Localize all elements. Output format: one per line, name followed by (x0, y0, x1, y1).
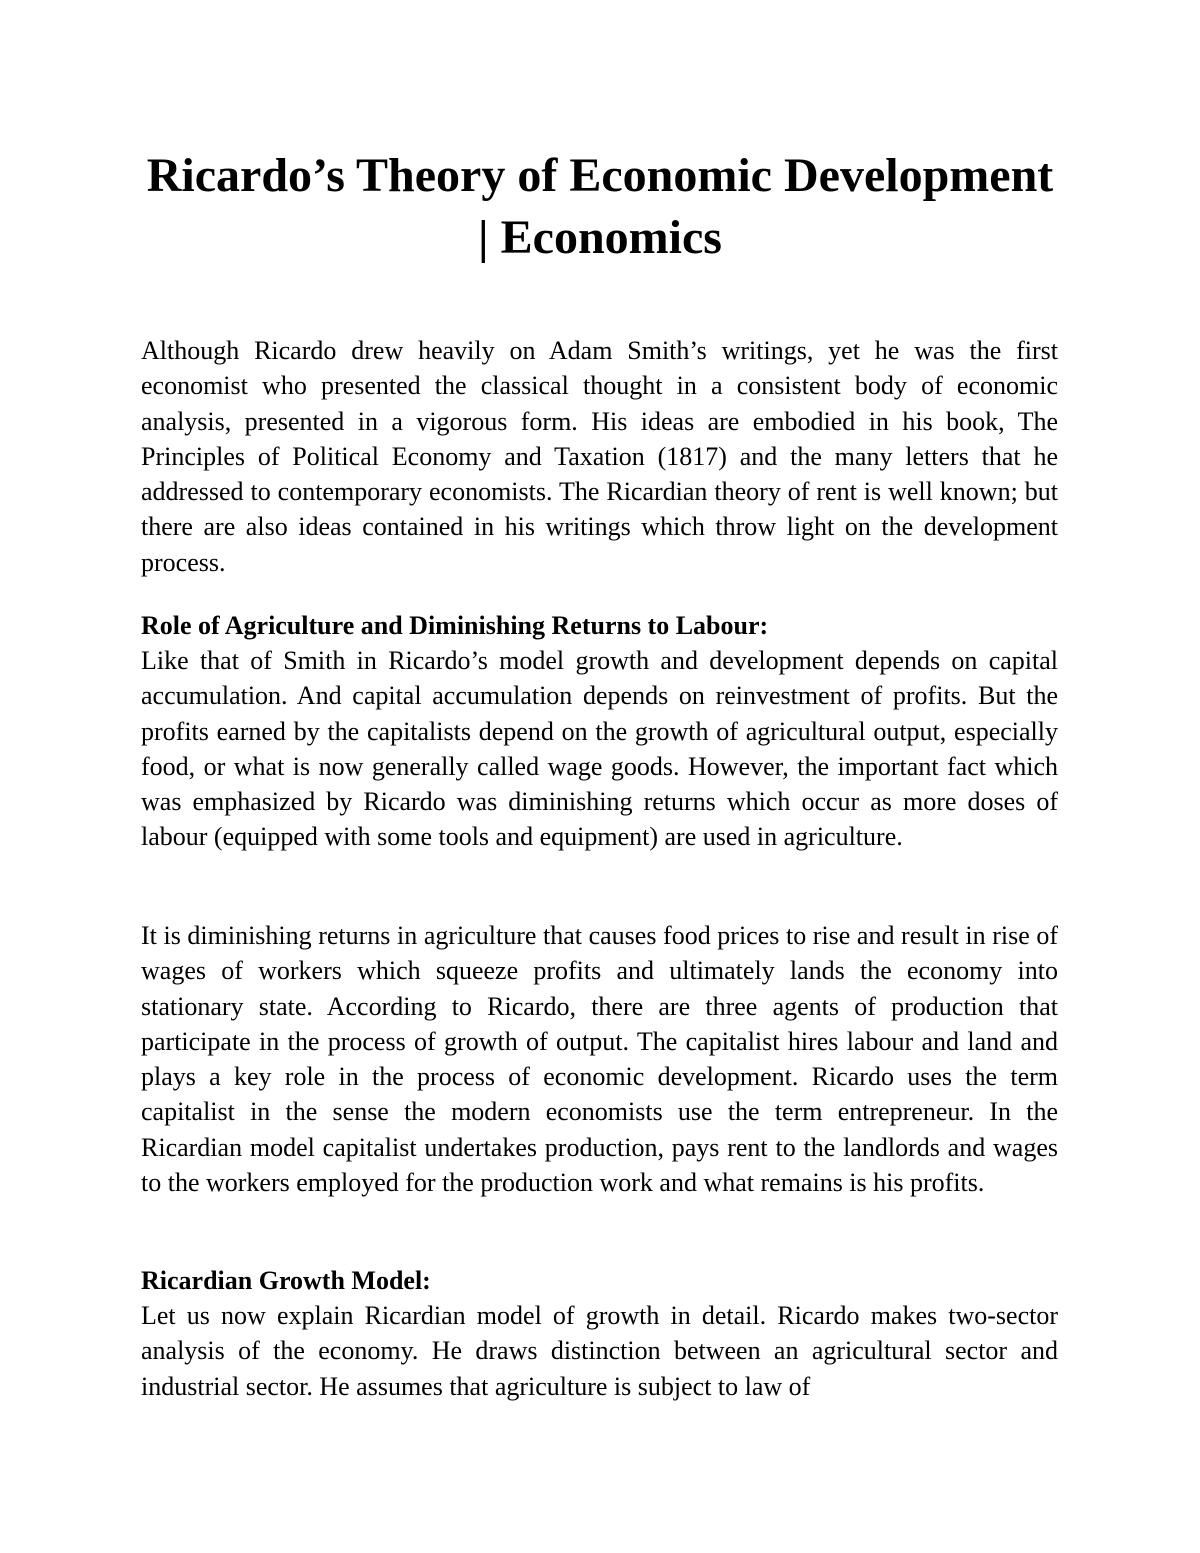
growth-model-paragraph-1: Let us now explain Ricardian model of growth in detail. Ricardo makes two-sector analysis of the economy. He draws distinction between an agricultural sector and industrial sector. He assumes that agriculture is subject to law of (141, 1301, 1058, 1401)
agriculture-paragraph-2: It is diminishing returns in agriculture that causes food prices to rise and result in rise of wages of workers which squeeze profits and ultimately lands the economy into stationary state. According to Ricardo, there are three agents of production that participate in the process of growth of output. The capitalist hires labour and land and plays a key role in the process of economic development. Ricardo uses the term capitalist in the sense the modern economists use the term entrepreneur. In the Ricardian model capitalist undertakes production, pays rent to the landlords and wages to the workers employed for the production work and what remains is his profits. (141, 921, 1058, 1198)
section-heading-growth-model: Ricardian Growth Model: (141, 1266, 431, 1295)
section-heading-agriculture: Role of Agriculture and Diminishing Returns to Labour: (141, 611, 769, 640)
document-title: Ricardo’s Theory of Economic Development | Economics (146, 149, 1054, 264)
intro-paragraph: Although Ricardo drew heavily on Adam Smith’s writings, yet he was the first economist who presented the classical thought in a consistent body of economic analysis, presented in a vigorous form. His ideas are embodied in his book, The Principles of Political Economy and Taxation (1817) and the many letters that he addressed to contemporary economists. The Ricardian theory of rent is well known; but there are also ideas contained in his writings which throw light on the development process. (141, 336, 1058, 577)
agriculture-paragraph-1: Like that of Smith in Ricardo’s model growth and development depends on capital accumulation. And capital accumulation depends on reinvestment of profits. But the profits earned by the capitalists depend on the growth of agricultural output, especially food, or what is now generally called wage goods. However, the important fact which was emphasized by Ricardo was diminishing returns which occur as more doses of labour (equipped with some tools and equipment) are used in agriculture. (141, 646, 1058, 852)
